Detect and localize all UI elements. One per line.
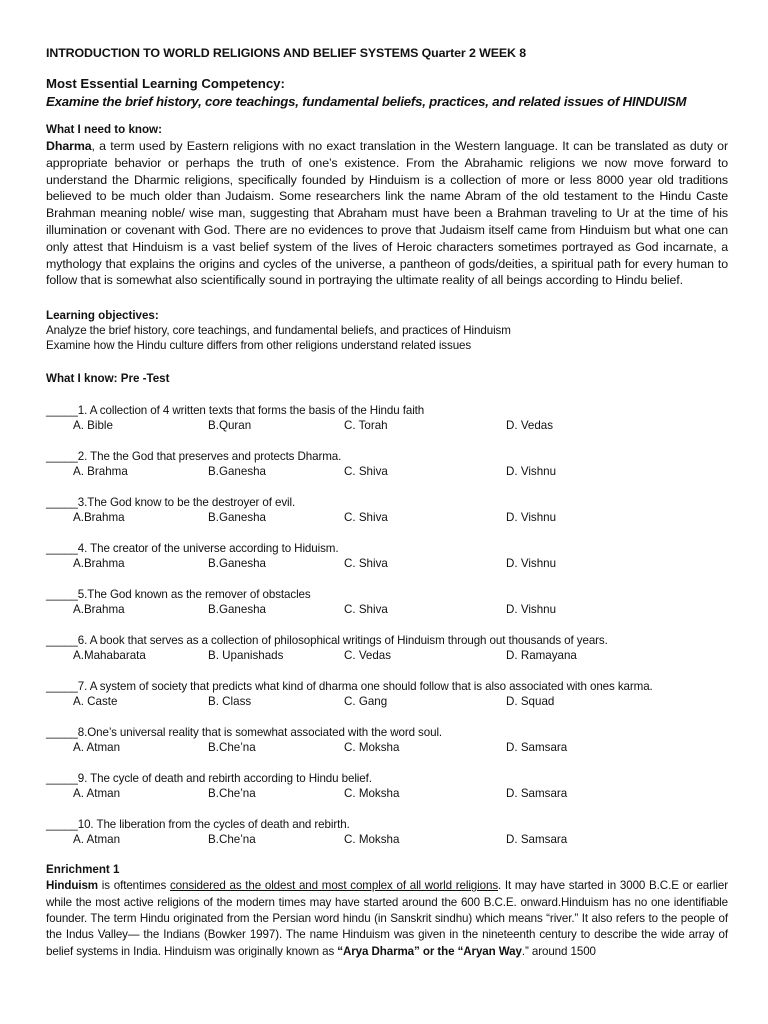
answer-choice: A. Atman <box>73 833 121 847</box>
document-page <box>46 46 728 960</box>
answer-choice: A.Brahma <box>73 511 125 525</box>
answer-choice: B.Ganesha <box>208 557 267 571</box>
answer-choice: A.Brahma <box>73 603 125 617</box>
question-text: _____2. The the God that preserves and protects Dharma. <box>46 450 342 464</box>
answer-choice: C. Shiva <box>344 511 388 525</box>
answer-choices <box>46 694 728 710</box>
competency-text: Examine the brief history, core teachings, fundamental beliefs, practices, and related issues of HINDUISM <box>46 94 687 109</box>
document-header <box>46 46 728 60</box>
question-text: _____7. A system of society that predicts what kind of dharma one should follow that is also associated with ones karma. <box>46 680 653 694</box>
pretest-questions <box>46 403 728 848</box>
pretest-question <box>46 633 728 664</box>
answer-choice: C. Moksha <box>344 833 400 847</box>
answer-choice: C. Moksha <box>344 741 400 755</box>
answer-choice: B.Che’na <box>208 741 256 755</box>
answer-choice: D. Samsara <box>506 833 568 847</box>
answer-choice: C. Gang <box>344 695 388 709</box>
question-text: _____5.The God known as the remover of obstacles <box>46 588 311 602</box>
answer-choices <box>46 556 728 572</box>
answer-choice: A. Atman <box>73 787 121 801</box>
answer-choice: C. Shiva <box>344 603 388 617</box>
arya-dharma-term: “Arya Dharma” or the “Aryan Way <box>337 944 522 958</box>
enrichment-heading: Enrichment 1 <box>46 863 120 877</box>
need-to-know-paragraph <box>46 138 728 289</box>
question-text: _____10. The liberation from the cycles of death and rebirth. <box>46 818 350 832</box>
competency-heading: Most Essential Learning Competency: <box>46 76 285 91</box>
objective-item: Analyze the brief history, core teachings, and fundamental beliefs, and practices of Hinduism <box>46 324 511 338</box>
question-text: _____4. The creator of the universe according to Hiduism. <box>46 542 339 556</box>
answer-choice: A.Mahabarata <box>73 649 146 663</box>
answer-choice: A. Atman <box>73 741 121 755</box>
answer-choice: B.Ganesha <box>208 465 267 479</box>
pretest-question <box>46 449 728 480</box>
answer-choice: A. Bible <box>73 419 113 433</box>
pretest-question <box>46 541 728 572</box>
answer-choice: D. Vishnu <box>506 603 557 617</box>
pretest-question <box>46 587 728 618</box>
answer-choices <box>46 786 728 802</box>
answer-choice: B.Ganesha <box>208 603 267 617</box>
answer-choice: B.Che’na <box>208 787 256 801</box>
pretest-question <box>46 495 728 526</box>
answer-choice: A. Caste <box>73 695 118 709</box>
dharma-body: , a term used by Eastern religions with no exact translation in the Western language. It can be translated as duty or appropriate behavior or perhaps the truth of one’s existence. From the Abrahamic religions we now move forward to understand the Dharmic religions, specifically founded by Hinduism is a collection of more or less 8000 year old traditions believed to be much older than Judaism. Some researchers link the name Abram of the old testament to the Hindu Caste Brahman meaning noble/ wise man, suggesting that Abraham must have been a Brahman traveling to Ur at the time of his illumination or covenant with God. There are no evidences to prove that Judaism itself came from Hinduism but what one can only attest that Hinduism is a vast belief system of the lives of Heroic characters sometimes portrayed as God incarnate, a mythology that explains the origins and cycles of the universe, a pantheon of gods/deities, a spiritual path for every human to follow that is somewhat also scientifically sound in portraying the ultimate reality of all beings according to Hindu belief. <box>46 139 728 288</box>
question-text: _____3.The God know to be the destroyer of evil. <box>46 496 296 510</box>
objective-item: Examine how the Hindu culture differs from other religions understand related issues <box>46 339 472 353</box>
answer-choices <box>46 602 728 618</box>
underlined-phrase: considered as the oldest and most complex of all world religions <box>169 879 499 893</box>
answer-choice: A. Brahma <box>73 465 128 479</box>
dharma-term: Dharma <box>46 139 92 153</box>
answer-choice: B. Upanishads <box>208 649 284 663</box>
answer-choice: D. Vishnu <box>506 511 557 525</box>
pretest-question <box>46 679 728 710</box>
answer-choice: D. Vedas <box>506 419 554 433</box>
answer-choices <box>46 740 728 756</box>
hinduism-term: Hinduism <box>46 879 99 893</box>
enrichment-text: is oftentimes <box>98 879 170 893</box>
answer-choice: D. Vishnu <box>506 465 557 479</box>
answer-choice: B.Che’na <box>208 833 256 847</box>
question-text: _____9. The cycle of death and rebirth according to Hindu belief. <box>46 772 372 786</box>
answer-choices <box>46 510 728 526</box>
quarter-week: Quarter 2 WEEK 8 <box>421 46 527 60</box>
answer-choice: D. Samsara <box>506 787 568 801</box>
pretest-question <box>46 403 728 434</box>
answer-choice: C. Moksha <box>344 787 400 801</box>
answer-choices <box>46 464 728 480</box>
pretest-question <box>46 817 728 848</box>
answer-choice: D. Ramayana <box>506 649 577 663</box>
answer-choice: C. Shiva <box>344 557 388 571</box>
pretest-heading: What I know: Pre -Test <box>46 372 170 386</box>
enrichment-paragraph <box>46 878 728 960</box>
answer-choice: B.Quran <box>208 419 252 433</box>
answer-choice: B. Class <box>208 695 252 709</box>
answer-choice: C. Vedas <box>344 649 392 663</box>
answer-choice: C. Torah <box>344 419 388 433</box>
enrichment-text: . It may have started in 3000 B.C.E or earlier while the most active religions of the modern times may have started around the 600 B.C.E. onward.Hinduism has no one identifiable founder. The term Hindu originated from the Persian word hindu (in Sanskrit sindhu) which means “river.” It also refers to the people of the Indus Valley— the Indians (Bowker 1997). The name Hinduism was given in the nineteenth century to describe the wide array of belief systems in India. Hinduism was originally known as <box>46 879 728 958</box>
learning-objectives <box>46 309 728 353</box>
course-title: INTRODUCTION TO WORLD RELIGIONS AND BELIEF SYSTEMS <box>46 46 419 60</box>
question-text: _____6. A book that serves as a collection of philosophical writings of Hinduism through out thousands of years. <box>46 634 608 648</box>
answer-choice: B.Ganesha <box>208 511 267 525</box>
answer-choice: A.Brahma <box>73 557 125 571</box>
answer-choice: C. Shiva <box>344 465 388 479</box>
question-text: _____8.One’s universal reality that is somewhat associated with the word soul. <box>46 726 443 740</box>
answer-choices <box>46 648 728 664</box>
pretest-question <box>46 771 728 802</box>
need-to-know-heading: What I need to know: <box>46 123 162 136</box>
question-text: _____1. A collection of 4 written texts that forms the basis of the Hindu faith <box>46 404 425 418</box>
objectives-heading: Learning objectives: <box>46 309 159 323</box>
answer-choice: D. Vishnu <box>506 557 557 571</box>
answer-choices <box>46 418 728 434</box>
answer-choice: D. Samsara <box>506 741 568 755</box>
answer-choices <box>46 832 728 848</box>
enrichment-text: .” around 1500 <box>521 944 596 958</box>
answer-choice: D. Squad <box>506 695 555 709</box>
pretest-question <box>46 725 728 756</box>
